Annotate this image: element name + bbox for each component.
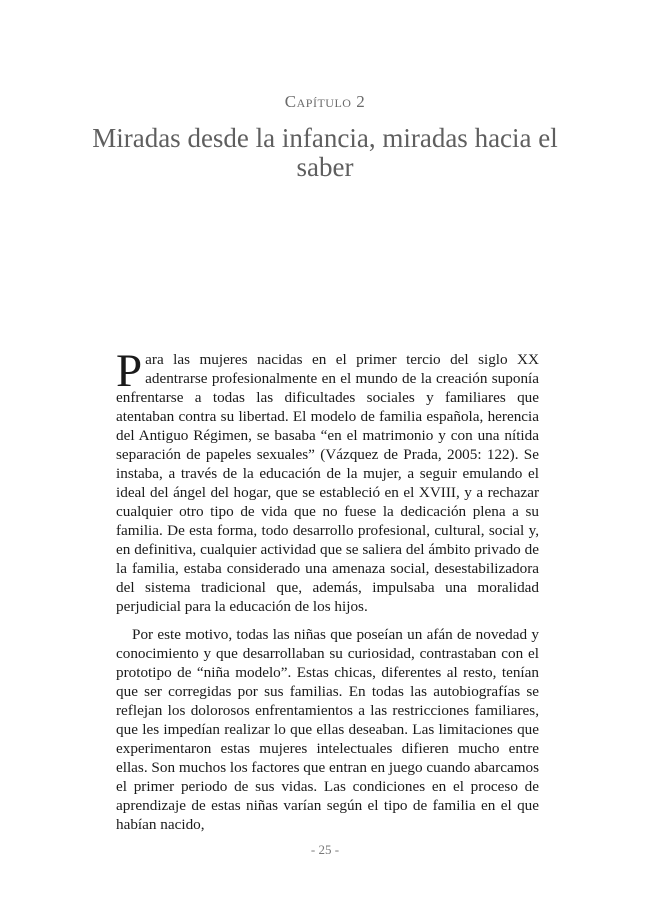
drop-cap: P xyxy=(116,345,143,397)
chapter-label: Capítulo 2 xyxy=(284,92,366,111)
paragraph-1-text: ara las mujeres nacidas en el primer tercio del siglo XX adentrarse profesionalmente en el mundo de la creación suponía enfrentarse a todas las dificultades sociales y familiares que atentaban contra su libertad. El modelo de familia española, herencia del Antiguo Régimen, se basaba “en el matrimonio y con una nítida separación de papeles sexuales” (Vázquez de Prada, 2005: 122). Se instaba, a través de la educación de la mujer, a seguir emulando el ideal del ángel del hogar, que se estableció en el XVIII, y a rechazar cualquier otro tipo de vida que no fuese la dedicación plena a su familia. De esta forma, todo desarrollo profesional, cultural, social y, en definitiva, cualquier actividad que se saliera del ámbito privado de la familia, estaba considerado una amenaza social, desestabilizadora del sistema tradicional que, además, impulsaba una moralidad perjudicial para la educación de los hijos. xyxy=(116,351,539,615)
paragraph-1 xyxy=(116,345,539,616)
chapter-body xyxy=(116,345,540,834)
paragraph-2: Por este motivo, todas las niñas que poseían un afán de novedad y conocimiento y que desarrollaban su curiosidad, contrastaban con el prototipo de “niña modelo”. Estas chicas, diferentes al resto, tenían que ser corregidas por sus familias. En todas las autobiografías se reflejan los dolorosos enfrentamientos a las restricciones familiares, que les impedían realizar lo que ellas deseaban. Las limitaciones que experimentaron estas mujeres intelectuales difieren mucho entre ellas. Son muchos los factores que entran en juego cuando abarcamos el primer periodo de sus vidas. Las condiciones en el proceso de aprendizaje de estas niñas varían según el tipo de familia en el que habían nacido, xyxy=(116,626,540,833)
page-number: - 25 - xyxy=(310,842,340,857)
chapter-title: Miradas desde la infancia, miradas hacia el saber xyxy=(92,123,558,182)
